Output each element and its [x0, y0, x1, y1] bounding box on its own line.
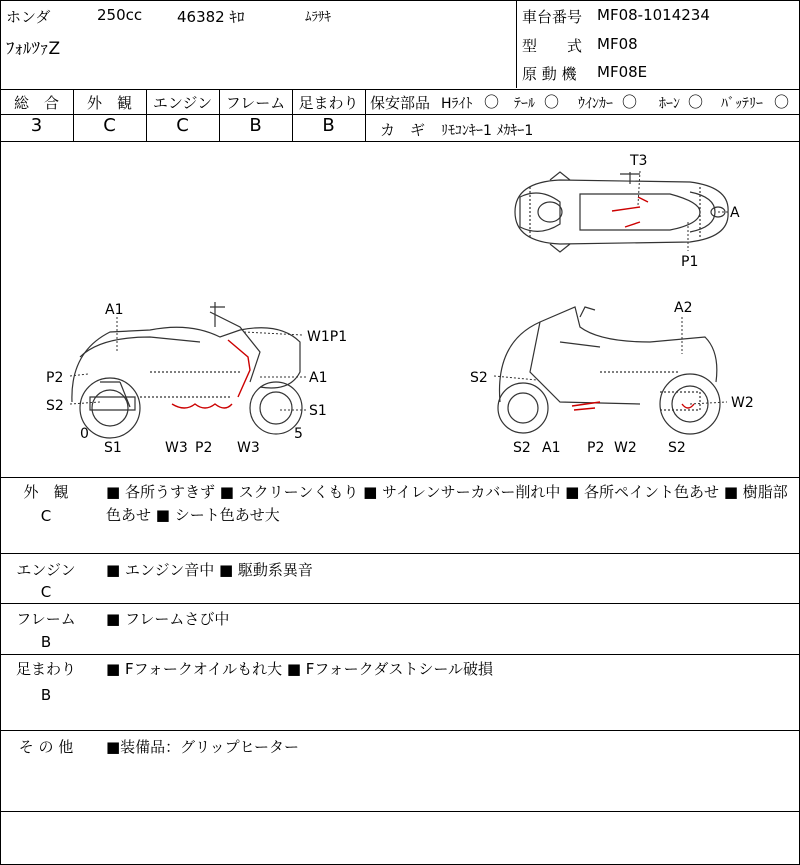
grade-table-top [0, 89, 800, 90]
remarks-exterior-grade: C [40, 507, 52, 525]
diagram-label-left-p2-bottom: P2 [195, 440, 213, 456]
remarks-suspension-label: 足まわり [15, 660, 76, 678]
grade-exterior-label: 外 観 [86, 94, 132, 112]
grade-engine-value: C [176, 115, 189, 136]
safety-label: 保安部品 [370, 94, 431, 112]
damage-mark-left-under [172, 404, 232, 408]
diagram-label-a: A [730, 205, 740, 221]
type-label: 型 式 [522, 37, 583, 55]
diagram-label-left-p2: P2 [46, 370, 64, 386]
grade-exterior-value: C [103, 115, 116, 136]
grade-suspension-value: B [322, 115, 335, 136]
remarks-exterior-text: ■ 各所うすきず ■ スクリーンくもり ■ サイレンサーカバー削れ中 ■ 各所ペイント色あせ ■ 樹脂部色あせ ■ シート色あせ大 [106, 483, 788, 524]
model-name: ﾌｫﾙﾂｧZ [6, 39, 61, 59]
section-divider [0, 603, 800, 604]
safety-item-winker: ｳｲﾝｶｰ [578, 96, 613, 112]
engine-label: 原 動 機 [522, 65, 577, 83]
safety-mark-headlight: 〇 [484, 93, 500, 111]
diagram-label-left-five: 5 [294, 426, 303, 442]
diagram-label-left-zero: 0 [80, 426, 89, 442]
diagram-label-left-a1-top: A1 [105, 302, 124, 318]
grade-frame-value: B [249, 115, 262, 136]
remarks-engine-grade: C [40, 583, 52, 601]
remarks-engine-text: ■ エンジン音中 ■ 駆動系異音 [106, 561, 313, 579]
diagram-label-right-w2-right: W2 [731, 395, 754, 411]
scooter-left-side-view [72, 302, 302, 438]
safety-mark-tail: 〇 [544, 93, 560, 111]
frame-no-label: 車台番号 [522, 8, 583, 26]
scooter-top-view [515, 172, 728, 252]
remarks-other-text: ■装備品：グリップヒーター [106, 738, 299, 756]
damage-mark-left-cover [228, 340, 250, 397]
diagram-label-left-w3-b: W3 [237, 440, 260, 456]
section-divider [0, 553, 800, 554]
grade-engine-label: エンジン [152, 94, 213, 112]
safety-mark-battery: 〇 [774, 93, 790, 111]
grade-overall-label: 総 合 [13, 94, 59, 112]
diagram-label-right-w2: W2 [614, 440, 637, 456]
diagram-label-left-s2: S2 [46, 398, 64, 414]
remarks-suspension-text: ■ Fフォークオイルもれ大 ■ Fフォークダストシール破損 [106, 660, 494, 678]
remarks-other-label: そ の 他 [18, 738, 74, 756]
mileage: 46382 ｷﾛ [177, 8, 245, 26]
grade-frame-label: フレーム [225, 94, 286, 112]
diagram-label-left-a1-right: A1 [309, 370, 328, 386]
safety-item-battery: ﾊﾞｯﾃﾘｰ [721, 96, 763, 112]
section-divider [0, 654, 800, 655]
grade-overall-value: 3 [30, 115, 43, 136]
diagram-label-right-p2: P2 [587, 440, 605, 456]
section-divider [0, 477, 800, 478]
color: ﾑﾗｻｷ [305, 10, 331, 25]
section-divider [0, 811, 800, 812]
scooter-right-side-view [498, 307, 720, 434]
diagram-label-right-s2-a: S2 [513, 440, 531, 456]
section-divider [0, 730, 800, 731]
damage-diagram [0, 142, 800, 476]
grade-suspension-label: 足まわり [298, 94, 359, 112]
remarks-frame-text: ■ フレームさび中 [106, 610, 230, 628]
remarks-suspension-grade: B [40, 686, 52, 704]
remarks-exterior-label: 外 観 [23, 483, 69, 501]
type-value: MF08 [597, 35, 638, 53]
keys-value: ﾘﾓｺﾝｷｰ1 ﾒｶｷｰ1 [441, 123, 534, 139]
diagram-label-left-w1p1: W1P1 [307, 329, 348, 345]
diagram-label-right-s2-left: S2 [470, 370, 488, 386]
frame-no: MF08-1014234 [597, 6, 710, 24]
engine-value: MF08E [597, 63, 648, 81]
damage-mark-top [612, 197, 648, 227]
diagram-label-right-a1: A1 [542, 440, 561, 456]
remarks-engine-label: エンジン [16, 561, 76, 579]
damage-mark-right-wheel [682, 404, 694, 408]
diagram-label-left-s1-right: S1 [309, 403, 327, 419]
maker-name: ホンダ [6, 8, 51, 26]
remarks-frame-label: フレーム [16, 610, 76, 628]
safety-item-tail: ﾃｰﾙ [514, 96, 535, 112]
safety-mid [365, 114, 800, 115]
safety-mark-horn: 〇 [688, 93, 704, 111]
header-divider [516, 0, 517, 88]
grade-col-divider [365, 89, 366, 141]
diagram-label-left-s1-bottom: S1 [104, 440, 122, 456]
diagram-label-t3: T3 [630, 153, 648, 169]
safety-item-headlight: Hﾗｲﾄ [441, 96, 473, 112]
remarks-frame-grade: B [40, 633, 52, 651]
diagram-label-right-s2-b: S2 [668, 440, 686, 456]
diagram-label-p1: P1 [681, 254, 699, 270]
diagram-label-left-w3-a: W3 [165, 440, 188, 456]
keys-label: カ ギ [380, 121, 426, 139]
displacement: 250cc [97, 6, 143, 24]
diagram-label-right-a2: A2 [674, 300, 693, 316]
safety-item-horn: ﾎｰﾝ [659, 96, 680, 112]
safety-mark-winker: 〇 [622, 93, 638, 111]
